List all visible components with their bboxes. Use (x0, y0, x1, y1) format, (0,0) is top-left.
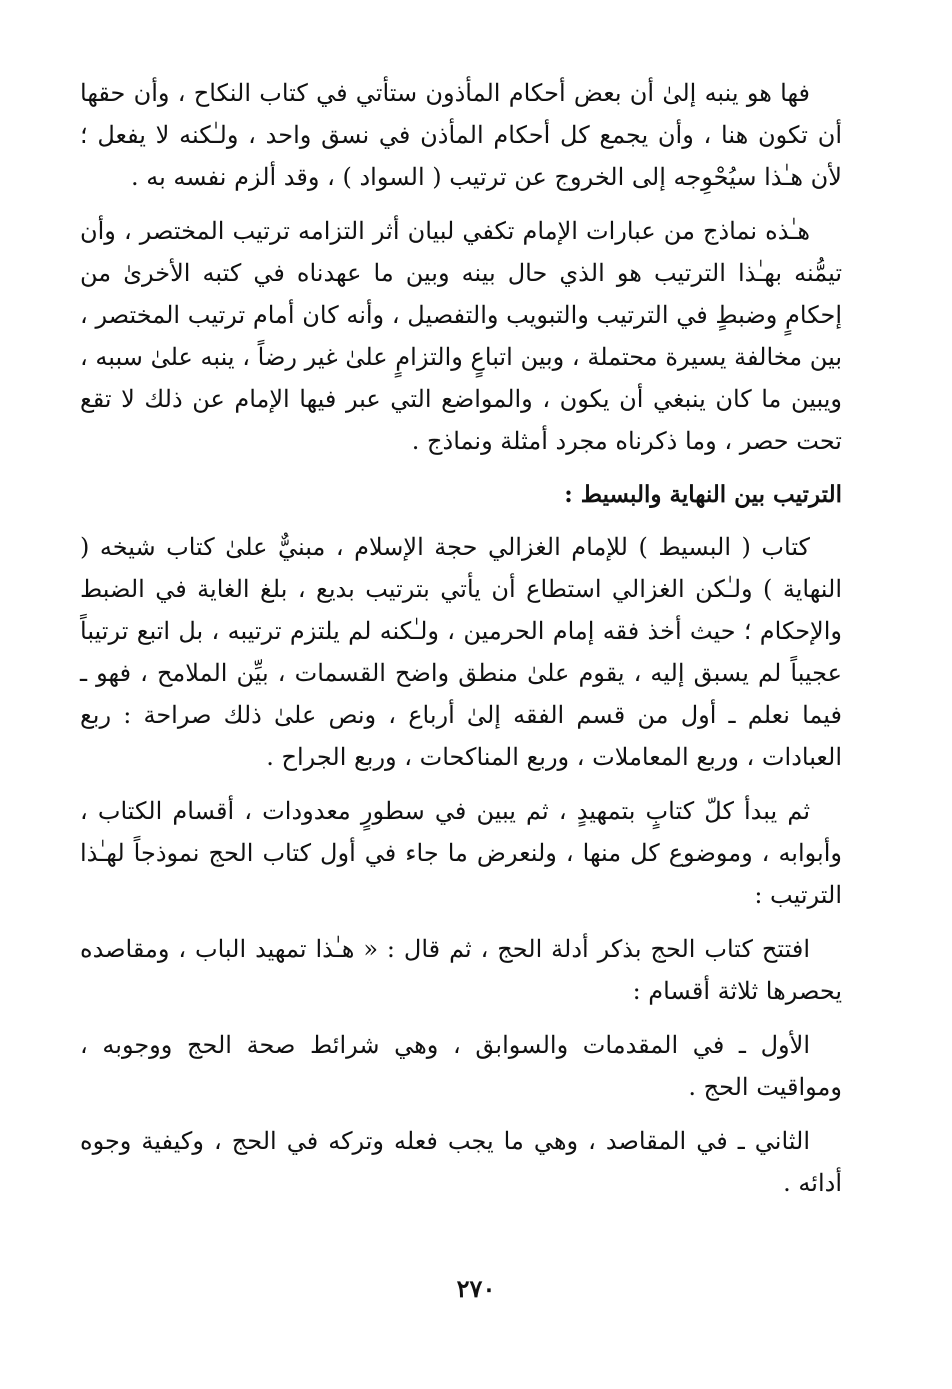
section-heading: الترتيب بين النهاية والبسيط : (564, 481, 842, 508)
paragraph-order-examples: هـٰذه نماذج من عبارات الإمام تكفي لبيان أثر التزامه ترتيب المختصر ، وأن تيمُّنه بهـٰذا الترتيب هو الذي حال بينه وبين ما عهدناه في كتبه الأخرىٰ من إحكامٍ وضبطٍ في الترتيب والتبويب والتفصيل ، وأنه كان أمام ترتيب المختصر ، بين مخالفة يسيرة محتملة ، وبين اتباعٍ والتزامٍ علىٰ غير رضاً ، ينبه علىٰ سببه ، ويبين ما كان ينبغي أن يكون ، والمواضع التي عبر فيها الإمام عن ذلك لا تقع تحت حصر ، وما ذكرناه مجرد أمثلة ونماذج . (80, 217, 843, 455)
paragraph-first-section: الأول ـ في المقدمات والسوابق ، وهي شرائط صحة الحج ووجوبه ، ومواقيت الحج . (80, 1031, 842, 1101)
page-number: ٢٧٠ (456, 1274, 496, 1303)
page-body (80, 72, 842, 1349)
paragraph-book-structure: ثم يبدأ كلّ كتابٍ بتمهيدٍ ، ثم يبين في سطورٍ معدودات ، أقسام الكتاب ، وأبوابه ، وموضوع كل منها ، ولنعرض ما جاء في أول كتاب الحج نموذجاً لهـٰذا الترتيب : (80, 797, 842, 909)
paragraph-second-section: الثاني ـ في المقاصد ، وهي ما يجب فعله وتركه في الحج ، وكيفية وجوه أدائه . (80, 1127, 842, 1197)
paragraph-hajj-opening: افتتح كتاب الحج بذكر أدلة الحج ، ثم قال : « هـٰذا تمهيد الباب ، ومقاصده يحصرها ثلاثة أقسام : (80, 935, 842, 1005)
paragraph-mathun-rulings: فها هو ينبه إلىٰ أن بعض أحكام المأذون ستأتي في كتاب النكاح ، وأن حقها أن تكون هنا ، وأن يجمع كل أحكام المأذن في نسق واحد ، ولـٰكنه لا يفعل ؛ لأن هـٰذا سيُحْوِجه إلى الخروج عن ترتيب ( السواد ) ، وقد ألزم نفسه به . (80, 79, 842, 191)
paragraph-basit-intro: كتاب ( البسيط ) للإمام الغزالي حجة الإسلام ، مبنيٌّ علىٰ كتاب شيخه ( النهاية ) ولـٰكن الغزالي استطاع أن يأتي بترتيب بديع ، بلغ الغاية في الضبط والإحكام ؛ حيث أخذ فقه إمام الحرمين ، ولـٰكنه لم يلتزم ترتيبه ، بل اتبع ترتيباً عجيباً لم يسبق إليه ، يقوم علىٰ منطق واضح القسمات ، بيِّن الملامح ، فهو ـ فيما نعلم ـ أول من قسم الفقه إلىٰ أرباع ، ونص علىٰ ذلك صراحة : ربع العبادات ، وربع المعاملات ، وربع المناكحات ، وربع الجراح . (80, 533, 842, 771)
